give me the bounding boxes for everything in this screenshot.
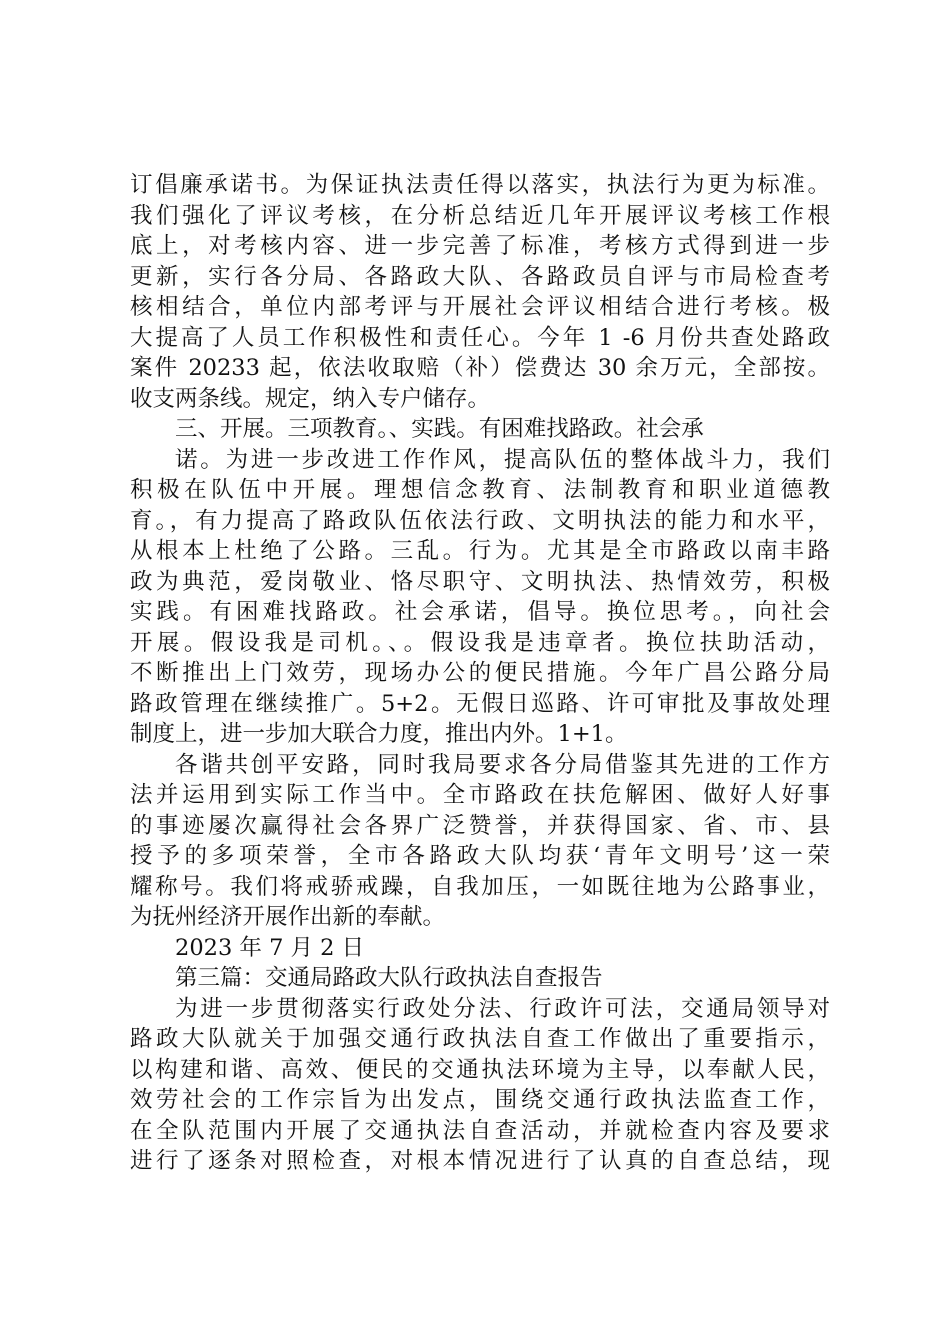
text-line: 从根本上杜绝了公路。三乱。行为。尤其是全市路政以南丰路 bbox=[130, 538, 830, 564]
text-line: 三、开展。三项教育。、实践。有困难找路政。社会承 bbox=[175, 416, 704, 442]
text-line: 案件 20233 起，依法收取赔（补）偿费达 30 余万元，全部按。 bbox=[130, 355, 830, 381]
document-body bbox=[130, 170, 830, 1177]
text-line: 路政大队就关于加强交通行政执法自查工作做出了重要指示， bbox=[130, 1026, 830, 1052]
text-line: 不断推出上门效劳，现场办公的便民措施。今年广昌公路分局 bbox=[130, 660, 830, 686]
text-line: 底上，对考核内容、进一步完善了标准，考核方式得到进一步 bbox=[130, 233, 830, 259]
text-line: 育。，有力提高了路政队伍依法行政、文明执法的能力和水平， bbox=[130, 507, 830, 534]
text-line: 制度上，进一步加大联合力度，推出内外。1+1。 bbox=[130, 721, 628, 747]
text-line: 效劳社会的工作宗旨为出发点，围绕交通行政执法监查工作， bbox=[130, 1087, 830, 1113]
text-line: 实践。有困难找路政。社会承诺，倡导。换位思考。，向社会 bbox=[130, 599, 830, 625]
text-line: 积极在队伍中开展。理想信念教育、法制教育和职业道德教 bbox=[130, 477, 830, 503]
text-line: 收支两条线。规定，纳入专户储存。 bbox=[130, 385, 491, 412]
text-line: 路政管理在继续推广。5+2。无假日巡路、许可审批及事故处理 bbox=[130, 690, 830, 717]
text-line: 核相结合，单位内部考评与开展社会评议相结合进行考核。极 bbox=[130, 294, 830, 320]
text-line: 在全队范围内开展了交通执法自查活动，并就检查内容及要求 bbox=[130, 1117, 830, 1144]
text-line: 我们强化了评议考核，在分析总结近几年开展评议考核工作根 bbox=[130, 202, 830, 229]
text-line: 诺。为进一步改进工作作风，提高队伍的整体战斗力，我们 bbox=[175, 446, 830, 473]
text-line: 开展。假设我是司机。、。假设我是违章者。换位扶助活动， bbox=[130, 629, 830, 656]
text-line: 各谐共创平安路，同时我局要求各分局借鉴其先进的工作方 bbox=[175, 751, 830, 778]
text-line: 法并运用到实际工作当中。全市路政在扶危解困、做好人好事 bbox=[130, 782, 830, 808]
text-line: 为进一步贯彻落实行政处分法、行政许可法，交通局领导对 bbox=[175, 995, 830, 1022]
text-line: 授予的多项荣誉，全市各路政大队均获‘青年文明号’这一荣 bbox=[130, 843, 830, 869]
text-line: 的事迹屡次赢得社会各界广泛赞誉，并获得国家、省、市、县 bbox=[130, 812, 830, 839]
text-line: 以构建和谐、高效、便民的交通执法环境为主导，以奉献人民， bbox=[130, 1056, 830, 1083]
text-line: 更新，实行各分局、各路政大队、各路政员自评与市局检查考 bbox=[130, 263, 830, 290]
text-line: 耀称号。我们将戒骄戒躁，自我加压，一如既往地为公路事业， bbox=[130, 873, 830, 900]
text-line: 为抚州经济开展作出新的奉献。 bbox=[130, 904, 446, 930]
text-line: 订倡廉承诺书。为保证执法责任得以落实，执法行为更为标准。 bbox=[130, 172, 830, 198]
section-heading: 第三篇：交通局路政大队行政执法自查报告 bbox=[175, 965, 603, 991]
date-line: 2023 年 7 月 2 日 bbox=[175, 934, 365, 961]
text-line: 大提高了人员工作积极性和责任心。今年 1 -6 月份共查处路政 bbox=[130, 324, 830, 351]
text-line: 政为典范，爱岗敬业、恪尽职守、文明执法、热情效劳，积极 bbox=[130, 568, 830, 595]
text-line: 进行了逐条对照检查，对根本情况进行了认真的自查总结，现 bbox=[130, 1148, 830, 1174]
